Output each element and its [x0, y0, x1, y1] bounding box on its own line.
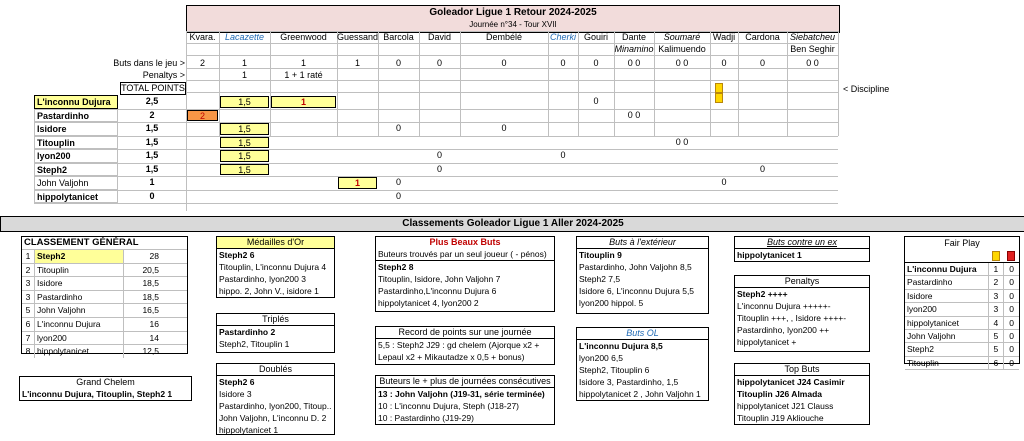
player-header: Greenwood — [280, 32, 327, 42]
player-header: Dembélé — [485, 32, 523, 42]
list-line: Titouplin J26 Almada — [737, 389, 823, 399]
player-header: Cardona — [745, 32, 780, 42]
row-line — [34, 203, 838, 204]
ranking-name: Titouplin — [35, 264, 124, 277]
fair-play-red: 0 — [1003, 263, 1019, 275]
list-line: hippolytanicet 2 , John Valjohn 1 — [579, 389, 701, 399]
top-buts-title: Top Buts — [735, 364, 869, 376]
player-goals: 0 0 — [675, 58, 689, 68]
list-line: Steph2 6 — [219, 377, 255, 387]
beaux-buts-title: Plus Beaux Buts — [429, 237, 501, 247]
player-goals: 1 — [354, 58, 360, 68]
list-line: Pastardinho 2 — [219, 327, 276, 337]
player-header: David — [427, 32, 451, 42]
ranking-row — [22, 249, 187, 263]
fair-play-yellow: 4 — [988, 317, 1004, 329]
list-line: Pastardinho,L'inconnu Dujura 6 — [378, 286, 497, 296]
bottom-title: Classements Goleador Ligue 1 Aller 2024-2025 — [0, 216, 1024, 232]
ranking-name: lyon200 — [35, 332, 124, 345]
fair-play-name: Pastardinho — [907, 277, 953, 288]
ranking-name: hippolytanicet — [35, 345, 124, 358]
fair-play-row — [905, 290, 1019, 303]
ranking-row — [22, 263, 187, 277]
player-goals: 0 — [721, 58, 727, 68]
list-line: Steph2 8 — [378, 262, 414, 272]
general-ranking-title: CLASSEMENT GÉNÉRAL — [24, 237, 139, 248]
list-line: Lepaul x2 + Mikautadze x 0,5 + bonus) — [378, 352, 525, 362]
ranking-row — [22, 303, 187, 317]
top-title-bar — [186, 5, 840, 33]
fair-play-name: Isidore — [907, 290, 933, 301]
grid-hline — [186, 55, 838, 56]
ranking-name: Pastardinho — [35, 291, 124, 304]
fair-play-row — [905, 276, 1019, 289]
player-sub-header: Ben Seghir — [790, 44, 835, 54]
list-line: Isidore 3 — [219, 389, 252, 399]
player-goals: 2 — [199, 58, 205, 68]
grand-chelem-title: Grand Chelem — [76, 377, 135, 387]
top-buts-lines — [735, 376, 869, 424]
list-line: Pastardinho, lyon200 3 — [219, 274, 306, 284]
ranking-rank: 5 — [22, 304, 35, 317]
fair-play-title: Fair Play — [944, 238, 980, 248]
fair-play-row — [905, 263, 1019, 276]
list-line: hippo. 2, John V., isidore 1 — [219, 286, 319, 296]
player-row-points: 1,5 — [145, 123, 159, 133]
player-row-name: hippolytanicet — [34, 190, 118, 204]
fair-play-box — [904, 236, 1020, 368]
player-row-points: 2,5 — [145, 96, 159, 106]
consecutives-lines — [376, 388, 554, 424]
doubles-box — [216, 363, 335, 435]
exterieur-title: Buts à l'extérieur — [577, 237, 708, 249]
triples-lines — [217, 326, 334, 350]
contre-ex-line: hippolytanicet 1 — [737, 250, 802, 260]
fair-play-rows — [905, 263, 1019, 370]
ranking-points: 12,5 — [142, 346, 159, 357]
ranking-row — [22, 290, 187, 304]
ranking-name: L'inconnu Dujura — [35, 318, 124, 331]
grid-vline — [460, 31, 461, 136]
player-goals: 1 — [241, 58, 247, 68]
list-line: 10 : L'inconnu Dujura, Steph (J18-27) — [378, 401, 520, 411]
beaux-buts-box — [375, 236, 555, 312]
player-row-name: John Valjohn — [34, 176, 118, 190]
player-row-cell: 1,5 — [220, 137, 269, 149]
buts-ol-lines — [577, 340, 708, 400]
fair-play-row — [905, 343, 1019, 356]
player-row-cell: 0 — [436, 150, 442, 160]
player-header: Lacazette — [224, 32, 265, 42]
fair-play-name: Titouplin — [907, 357, 939, 368]
top-buts-box — [734, 363, 870, 425]
fair-play-name: lyon200 — [907, 304, 937, 315]
ranking-points: 20,5 — [142, 264, 159, 275]
ranking-points: 28 — [149, 251, 159, 261]
list-line: L'inconnu Dujura 8,5 — [579, 341, 663, 351]
grid-vline — [578, 31, 579, 136]
player-goals: 0 — [560, 58, 566, 68]
discipline-label: < Discipline — [843, 84, 890, 94]
player-row-name: L'inconnu Dujura — [34, 95, 118, 109]
top-title: Goleador Ligue 1 Retour 2024-2025 — [429, 7, 597, 18]
player-row-name: Isidore — [34, 122, 118, 136]
player-row-points: 1,5 — [145, 150, 159, 160]
player-row-points: 1,5 — [145, 136, 159, 147]
medals-title: Médailles d'Or — [217, 237, 334, 249]
ranking-rank: 3 — [22, 277, 35, 290]
player-goals: 0 — [759, 58, 765, 68]
general-ranking — [21, 236, 188, 357]
record-title: Record de points sur une journée — [376, 327, 554, 339]
player-row-cell: 0 — [560, 150, 566, 160]
ranking-points: 16 — [149, 318, 159, 329]
grid-vline — [378, 31, 379, 136]
list-line: Steph2, Titouplin 1 — [219, 339, 290, 349]
list-line: Pastardinho, lyon200 ++ — [737, 325, 830, 335]
fair-play-red: 0 — [1003, 290, 1019, 302]
list-line: Pastardinho, John Valjohn 8,5 — [579, 262, 692, 272]
grid-hline — [186, 92, 838, 93]
player-goals: 0 — [436, 58, 442, 68]
fair-play-row — [905, 357, 1019, 370]
player-row-cell: 1,5 — [220, 164, 269, 176]
player-row-cell: 0 — [436, 163, 442, 174]
player-header: Dante — [621, 32, 647, 42]
list-line: hippolytanicet J21 Clauss — [737, 401, 834, 411]
list-line: Isidore 6, L'inconnu Dujura 5,5 — [579, 286, 695, 296]
player-row-cell: 0 — [395, 190, 401, 201]
record-box — [375, 326, 555, 365]
player-row-cell: 0 0 — [675, 136, 689, 147]
list-line: hippolytanicet 1 — [219, 425, 279, 435]
ranking-row — [22, 344, 187, 358]
fair-play-yellow: 5 — [988, 330, 1004, 342]
player-row-cell: 0 0 — [627, 109, 641, 120]
grid-vline — [270, 31, 271, 136]
ranking-row — [22, 276, 187, 290]
contre-ex-title: Buts contre un ex — [735, 237, 869, 249]
grid-vline — [838, 31, 839, 136]
grid-hline — [186, 43, 838, 44]
player-row-points: 1 — [149, 177, 155, 187]
fair-play-yellow: 3 — [988, 290, 1004, 302]
player-header: Barcola — [383, 32, 414, 42]
triples-title: Triplés — [217, 314, 334, 326]
ranking-row — [22, 317, 187, 331]
fair-play-red: 0 — [1003, 303, 1019, 315]
list-line: L'inconnu Dujura +++++- — [737, 301, 831, 311]
consecutives-title: Buteurs le + plus de journées consécutives — [376, 376, 554, 388]
player-penalties: 1 + 1 raté — [284, 70, 323, 80]
player-sub-header: Minamino — [614, 44, 654, 54]
player-row-points: 1,5 — [145, 163, 159, 174]
player-row-cell: 0 — [395, 177, 401, 187]
grid-vline — [337, 31, 338, 136]
fair-play-red: 0 — [1003, 317, 1019, 329]
player-row-cell: 0 — [721, 177, 727, 187]
fair-play-name: John Valjohn — [907, 330, 956, 341]
player-row-cell: 0 — [395, 123, 401, 133]
list-line: Titouplin, L'inconnu Dujura 4 — [219, 262, 327, 272]
player-header: Kvara. — [189, 32, 216, 42]
list-line: hippolytanicet J24 Casimir — [737, 377, 845, 387]
record-lines — [376, 339, 554, 363]
contre-ex-box — [734, 236, 870, 262]
buts-ol-box — [576, 327, 709, 401]
player-row-name: Titouplin — [34, 136, 118, 150]
ranking-points: 14 — [149, 332, 159, 343]
doubles-lines — [217, 376, 334, 436]
triples-box — [216, 313, 335, 353]
player-header: Wadji — [712, 32, 736, 42]
ranking-rank: 2 — [22, 264, 35, 277]
grid-vline — [219, 31, 220, 136]
list-line: hippolytanicet + — [737, 337, 797, 347]
player-row-cell: 0 — [759, 163, 765, 174]
player-row-cell: 1 — [271, 96, 336, 108]
grand-chelem-line: L'inconnu Dujura, Titouplin, Steph2 1 — [22, 389, 173, 399]
penaltys-box — [734, 275, 870, 352]
exterieur-lines — [577, 249, 708, 309]
list-line: Titouplin, Isidore, John Valjohn 7 — [378, 274, 501, 284]
list-line: lyon200 hippol. 5 — [579, 298, 644, 308]
red-card-icon — [1007, 251, 1015, 261]
ranking-points: 16,5 — [142, 305, 159, 316]
ranking-name: Isidore — [35, 277, 124, 290]
ranking-name: Steph2 — [35, 250, 124, 263]
player-goals: 1 — [300, 58, 306, 68]
ranking-points: 18,5 — [142, 278, 159, 289]
discipline-cards-icon — [714, 82, 730, 93]
list-line: Titouplin J19 Akliouche — [737, 413, 824, 423]
player-row-cell: 1,5 — [220, 150, 269, 162]
beaux-buts-sub: Buteurs trouvés par un seul joueur ( - pénos) — [376, 248, 554, 261]
fair-play-yellow: 2 — [988, 276, 1004, 288]
ranking-rank: 1 — [22, 250, 35, 263]
medals-box — [216, 236, 335, 298]
fair-play-name: L'inconnu Dujura — [907, 264, 977, 274]
player-row-cell: 1,5 — [220, 96, 269, 108]
player-row-name: Pastardinho — [34, 109, 118, 123]
player-row-points: 0 — [149, 190, 155, 201]
list-line: Steph2 ++++ — [737, 289, 788, 299]
ranking-row — [22, 331, 187, 345]
fair-play-cards-header — [905, 249, 1019, 263]
ranking-rank: 8 — [22, 345, 35, 358]
player-row-name: Steph2 — [34, 163, 118, 177]
player-row-cell: 0 — [501, 123, 507, 133]
fair-play-name: Steph2 — [907, 344, 934, 355]
list-line: Titouplin 9 — [579, 250, 622, 260]
ranking-name: John Valjohn — [35, 304, 124, 317]
player-row-points: 2 — [149, 109, 155, 120]
player-sub-header: Kalimuendo — [658, 44, 706, 54]
exterieur-box — [576, 236, 709, 314]
list-line: 5,5 : Steph2 J29 : gd chelem (Ajorque x2 + — [378, 340, 540, 350]
ranking-points: 18,5 — [142, 291, 159, 302]
grid-vline — [710, 31, 711, 136]
fair-play-yellow: 6 — [988, 357, 1004, 369]
pen-label: Penaltys > — [142, 70, 185, 80]
player-goals: 0 0 — [806, 58, 819, 68]
player-header: Gouiri — [583, 32, 608, 42]
player-header: Soumaré — [663, 32, 701, 42]
list-line: Steph2, Titouplin 6 — [579, 365, 650, 375]
fair-play-red: 0 — [1003, 276, 1019, 288]
ranking-rank: 3 — [22, 291, 35, 304]
total-points-label: TOTAL POINTS — [121, 83, 185, 93]
player-goals: 0 — [395, 58, 401, 68]
penaltys-title: Penaltys — [735, 276, 869, 288]
beaux-buts-lines — [376, 261, 554, 309]
list-line: lyon200 6,5 — [579, 353, 623, 363]
grid-vline — [548, 31, 549, 136]
player-penalties: 1 — [241, 70, 247, 80]
player-goals: 0 — [593, 58, 599, 68]
grid-vline — [738, 31, 739, 136]
consecutives-box — [375, 375, 555, 425]
list-line: Pastardinho, lyon200, Titoup.. — [219, 401, 332, 411]
player-header: Guessand — [337, 32, 378, 42]
player-goals: 0 — [501, 58, 507, 68]
player-goals: 0 0 — [627, 58, 641, 68]
fair-play-row — [905, 330, 1019, 343]
fair-play-name: hippolytanicet — [907, 317, 959, 328]
list-line: 13 : John Valjohn (J19-31, série terminée) — [378, 389, 545, 399]
grand-chelem-box — [19, 376, 192, 401]
player-row-name: lyon200 — [34, 149, 118, 163]
list-line: Steph2 6 — [219, 250, 255, 260]
list-line: Titouplin +++, , Isidore ++++- — [737, 313, 847, 323]
top-subtitle: Journée n°34 - Tour XVII — [469, 20, 557, 29]
player-row-cell: 1 — [338, 177, 377, 189]
fair-play-row — [905, 317, 1019, 330]
fair-play-red: 0 — [1003, 357, 1019, 369]
player-header: Cherki — [549, 32, 576, 42]
ranking-rank: 7 — [22, 332, 35, 345]
list-line: John Valjohn, L'inconnu D. 2 — [219, 413, 327, 423]
fair-play-yellow: 5 — [988, 343, 1004, 355]
doubles-title: Doublés — [217, 364, 334, 376]
buts-ol-title: Buts OL — [577, 328, 708, 340]
yellow-card-icon — [992, 251, 1000, 261]
player-row-cell: 0 — [593, 96, 599, 106]
penaltys-lines — [735, 288, 869, 348]
list-line: hippolytanicet 4, lyon200 2 — [378, 298, 479, 308]
medals-lines — [217, 249, 334, 297]
player-row-cell: 2 — [187, 110, 218, 122]
general-ranking-rows — [22, 249, 187, 358]
player-header: Siebatcheu — [789, 32, 836, 42]
player-row-cell: 1,5 — [220, 123, 269, 135]
buts-label: Buts dans le jeu > — [113, 58, 185, 68]
list-line: Steph2 7,5 — [579, 274, 621, 284]
fair-play-row — [905, 303, 1019, 316]
fair-play-red: 0 — [1003, 330, 1019, 342]
fair-play-red: 0 — [1003, 343, 1019, 355]
list-line: 10 : Pastardinho (J19-29) — [378, 413, 474, 423]
list-line: Isidore 3, Pastardinho, 1,5 — [579, 377, 679, 387]
ranking-rank: 6 — [22, 318, 35, 331]
grid-vline — [419, 31, 420, 136]
fair-play-yellow: 3 — [988, 303, 1004, 315]
fair-play-yellow: 1 — [988, 263, 1004, 275]
